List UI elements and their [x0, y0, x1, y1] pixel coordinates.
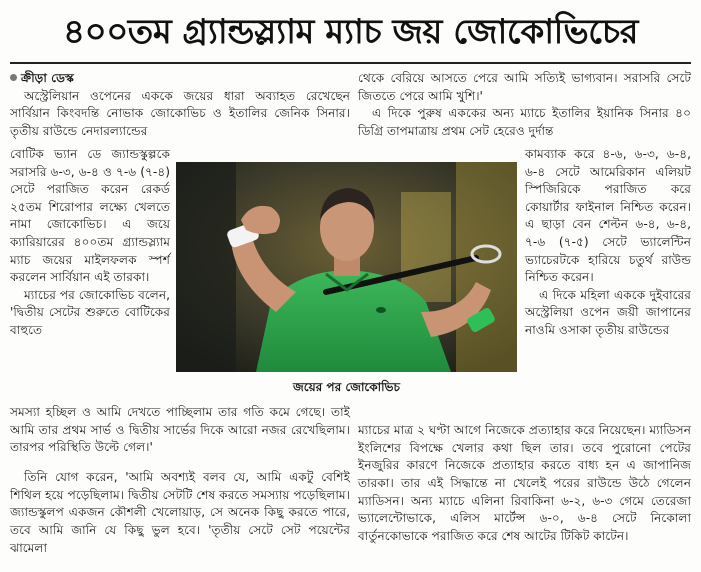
paragraph-1-cont: বোটিক ভ্যান ডে জ্যান্ডস্কুল্পকে সরাসরি ৬-৩, ৬-৪ ও ৭-৬ (৭-৪) সেটে পরাজিত করেন রেকর্ড ২৫তম শিরোপার লক্ষ্যে খেলতে নামা জোকোভিচ। এ জয়ে ক্যারিয়ারের ৪০০তম গ্র্যান্ডস্ল্যাম ম্যাচ জয়ের মাইলফলক স্পর্শ করলেন সার্বিয়ান এই তারকা।	[10, 147, 170, 285]
paragraph-2: ম্যাচের পর জোকোভিচ বলেন, 'দ্বিতীয় সেটের শুরুতে বোটিকের বাহুতে	[10, 287, 171, 337]
column-1-bottom	[10, 392, 350, 569]
paragraph-3: তিনি যোগ করেন, 'আমি অবশ্যই বলব যে, আমি একটু বেশিই শিথিল হয়ে পড়েছিলাম। দ্বিতীয় সেটটি শেষ করতে সমস্যায় পড়েছিলাম। জ্যান্ডস্কুলপ একজন কৌশলী খেলোয়াড়, সে অনেক কিছু করতে পারে, তবে আমি জানি যে কিছু ভুল হবে। 'তৃতীয় সেটে সেট পয়েন্টের ঝামেলা	[10, 470, 350, 555]
column-1-intro	[10, 70, 350, 140]
paragraph-1: অস্ট্রেলিয়ান ওপেনের এককে জয়ের ধারা অব্যাহত রেখেছেন সার্বিয়ান কিংবদন্তি নোভাক জোকোভিচ ও ইতালির জেনিক সিনার। তৃতীয় রাউন্ডে নেদারল্যান্ডের	[10, 88, 350, 138]
headline: ৪০০তম গ্র্যান্ডস্ল্যাম ম্যাচ জয় জোকোভিচের	[63, 12, 638, 52]
column-1-narrow	[10, 146, 170, 340]
paragraph-4: এ দিকে পুরুষ এককের অন্য ম্যাচে ইতালির ইয়ানিক সিনার ৪০ ডিগ্রি তাপমাত্রায় প্রথম সেট হেরেও দুর্দান্ত	[358, 106, 691, 138]
paragraph-5-cont: ম্যাচের মাত্র ২ ঘণ্টা আগে নিজেকে প্রত্যাহার করে নিয়েছেন। ম্যাডিসন ইংলিশের বিপক্ষে খেলার কথা ছিল তার। তবে পুরোনো পেটের ইনজুরির কারণে নিজেকে প্রত্যাহার করতে বাধ্য হন এ জাপানিজ তারকা। তার এই সিদ্ধান্তে না খেলেই পরের রাউন্ডে উঠে গেলেন ম্যাডিসন। অন্য ম্যাচে এলিনা রিবাকিনা ৬-২, ৬-৩ গেমে তেরেজা ভ্যালেন্টোভাকে, এলিস মার্টেন্স ৬-০, ৬-৪ সেটে নিকোলা বার্তুনকোভাকে পরাজিত করে শেষ আটের টিকিট কাটেন।	[358, 423, 691, 543]
djokovic-photo	[176, 162, 517, 372]
paragraph-4-cont: কামব্যাক করে ৪-৬, ৬-৩, ৬-৪, ৬-৪ সেটে আমেরিকান এলিয়ট স্পিজিরিকে পরাজিত করে কোয়ার্টার ফাইনাল নিশ্চিত করেন। এ ছাড়া বেন শেল্টন ৬-৪, ৬-৪, ৭-৬ (৭-৫) সেটে ভ্যালেন্টিন ভ্যাচেরটকে হারিয়ে চতুর্থ রাউন্ড নিশ্চিত করেন।	[525, 147, 691, 285]
column-2-narrow	[525, 146, 691, 340]
bullet-icon	[10, 74, 17, 81]
dateline: ক্রীড়া ডেস্ক	[21, 71, 74, 85]
headline-rule	[10, 62, 691, 64]
paragraph-5: এ দিকে মহিলা এককে দুইবারের অস্ট্রেলিয়া ওপেন জয়ী জাপানের নাওমি ওসাকা তৃতীয় রাউন্ডের	[525, 287, 691, 337]
paragraph-3-cont: থেকে বেরিয়ে আসতে পেরে আমি সত্যিই ভাগ্যবান। সরাসরি সেটে জিততে পেরে আমি খুশি।'	[358, 71, 691, 103]
column-2-intro	[358, 70, 691, 140]
photo-caption: জয়ের পর জোকোভিচ	[293, 380, 400, 394]
column-2-bottom	[358, 410, 691, 558]
paragraph-2-cont: সমস্যা হচ্ছিল ও আমি দেখতে পাচ্ছিলাম তার গতি কমে গেছে। তাই আমি তার প্রথম সার্ভ ও দ্বিতীয় সার্ভের দিকে আরো নজর রেখেছিলাম। তারপর পরিস্থিতি উল্টে গেল।'	[10, 405, 350, 455]
